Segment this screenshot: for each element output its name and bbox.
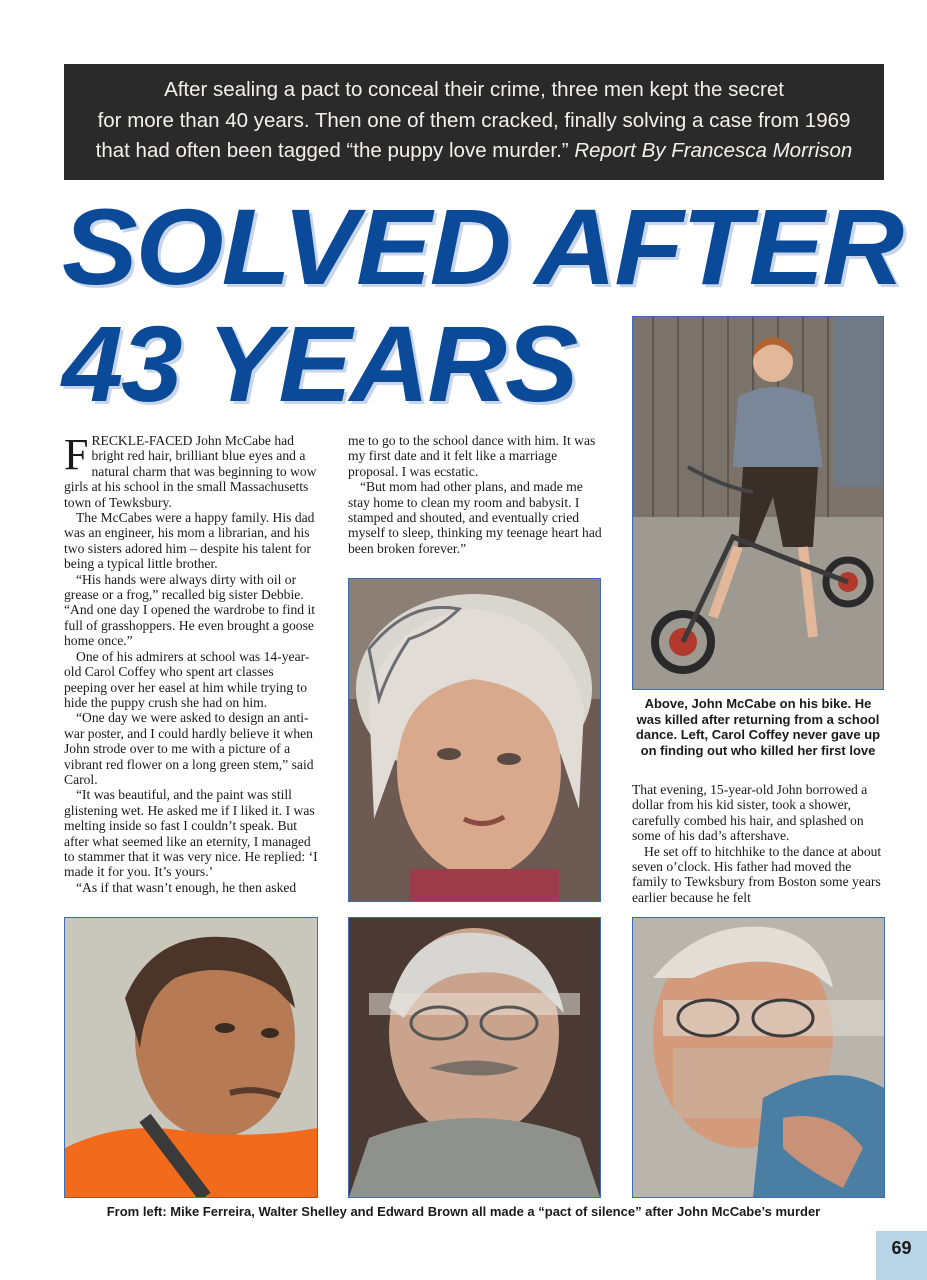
intro-line-2: for more than 40 years. Then one of them cracked, finally solving a case from 1969	[97, 108, 851, 132]
brown-photo-illustration	[633, 918, 884, 1197]
article-paragraph-text: “But mom had other plans, and made me stay home to clean my room and babysit. I stamped and shouted, and eventually cried myself to sleep, thinking my teenage heart had been broken forever.”	[348, 479, 602, 556]
article-paragraph-text: He set off to hitchhike to the dance at about seven o’clock. His father had moved the family to Tewksbury from Boston some years earlier because he felt	[632, 843, 882, 905]
bottom-photos-caption: From left: Mike Ferreira, Walter Shelley and Edward Brown all made a “pact of silence” after John McCabe’s murder	[106, 1204, 821, 1219]
article-paragraph-text: The McCabes were a happy family. His dad was an engineer, his mom a librarian, and his two sisters adored him – despite his talent for being a typical little brother.	[64, 510, 315, 572]
article-paragraph	[632, 844, 884, 906]
headline-line-2: 43 YEARS	[62, 303, 577, 424]
byline: Report By Francesca Morrison	[574, 139, 853, 162]
article-paragraph-text: me to go to the school dance with him. It was my first date and it felt like a marriage proposal. I was ecstatic.	[348, 433, 596, 479]
shelley-photo-illustration	[349, 918, 600, 1197]
intro-line-3	[64, 136, 884, 167]
headline-line-1: SOLVED AFTER	[62, 186, 903, 307]
bike-photo-caption: Above, John McCabe on his bike. He was killed after returning from a school dance. Left, Carol Coffey never gave up on finding out who killed her first love	[635, 696, 881, 758]
article-paragraph-text: “His hands were always dirty with oil or grease or a frog,” recalled big sister Debbie. “And one day I opened the wardrobe to find it full of grasshoppers. He even brought a goose home once.”	[64, 571, 316, 649]
bike-photo-illustration	[633, 317, 883, 689]
article-paragraph	[348, 433, 603, 479]
carol-coffey-photo	[348, 578, 601, 902]
ferreira-photo-illustration	[65, 918, 317, 1197]
article-paragraph	[64, 430, 319, 510]
article-paragraph	[64, 710, 319, 787]
article-column-2	[348, 433, 603, 573]
article-column-1	[64, 430, 319, 903]
article-paragraph-text: That evening, 15-year-old John borrowed a dollar from his kid sister, took a shower, carefully combed his hair, and splashed on some of his dad’s aftershave.	[632, 782, 868, 844]
article-paragraph	[64, 787, 319, 879]
article-paragraph	[64, 649, 319, 711]
intro-standfirst	[64, 64, 884, 180]
article-paragraph-text: “One day we were asked to design an anti-war poster, and I could hardly believe it when John strode over to me with a picture of a vibrant red flower on a long green stem,” said Carol.	[64, 710, 314, 787]
article-paragraph	[632, 782, 884, 844]
article-paragraph-text: RECKLE-FACED John McCabe had bright red hair, brilliant blue eyes and a natural charm that was beginning to wow girls at his school in the small Massachusetts town of Tewksbury.	[64, 433, 317, 510]
article-paragraph	[64, 880, 319, 895]
article-paragraph-text: “It was beautiful, and the paint was still glistening wet. He asked me if I liked it. I was melting inside so fast I couldn’t speak. But after what seemed like an eternity, I managed to stammer that it was very nice. He replied: ‘I made it for you. It’s yours.’	[64, 787, 318, 880]
article-paragraph-text: One of his admirers at school was 14-year-old Carol Coffey who spent art classes peeping over her easel at him while trying to hide the puppy crush she had on him.	[64, 648, 310, 710]
article-paragraph	[64, 572, 319, 649]
article-paragraph	[348, 479, 603, 556]
intro-line-1: After sealing a pact to conceal their crime, three men kept the secret	[164, 78, 784, 101]
carol-photo-illustration	[349, 579, 600, 901]
drop-cap: F	[64, 430, 89, 479]
article-paragraph	[64, 510, 319, 572]
article-paragraph-text: “As if that wasn’t enough, he then asked	[76, 879, 297, 895]
mike-ferreira-photo	[64, 917, 318, 1198]
article-column-3	[632, 782, 884, 906]
edward-brown-photo	[632, 917, 885, 1198]
intro-line-3-text: that had often been tagged “the puppy love murder.”	[95, 139, 569, 162]
walter-shelley-photo	[348, 917, 601, 1198]
page-number: 69	[876, 1231, 927, 1280]
john-mccabe-bike-photo	[632, 316, 884, 690]
